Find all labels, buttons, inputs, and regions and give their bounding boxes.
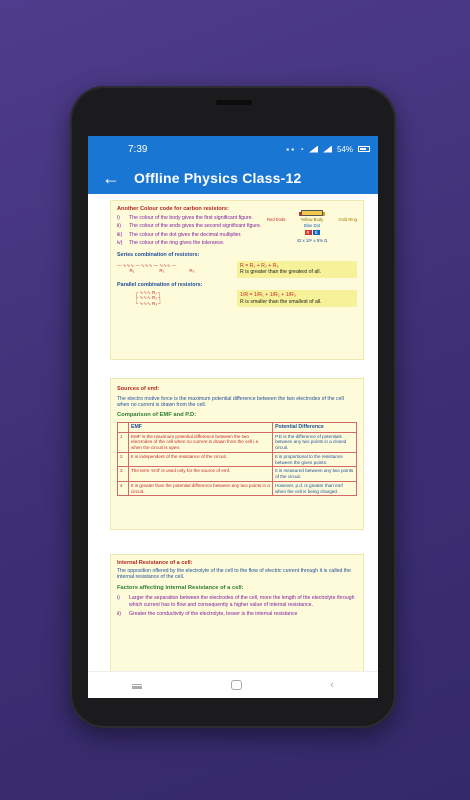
status-bar [88, 136, 378, 162]
speaker-grille [216, 100, 252, 105]
table-row: 1 EMF is the maximum potential difference between the two electrodes of the cell when no current is drawn from the cell i.e. when the circuit is open. P.D is the difference of potentials between any two points in a closed circuit. [118, 432, 357, 452]
screen [88, 136, 378, 698]
page-title: Offline Physics Class-12 [134, 170, 302, 186]
list-item: i) Larger the separation between the electrodes of the cell, more the length of the electrolyte through which current has to flow and consequently a higher value of internal resistance. [117, 595, 355, 608]
colour-code-heading: Another Colour code for carbon resistors: [117, 206, 229, 212]
table-row: 2 It is independent of the resistance of the circuit. It is proportional to the resistance between the given points. [118, 452, 357, 466]
battery-percent: 54% [336, 144, 353, 154]
arrow-left-icon[interactable]: ← [102, 168, 120, 188]
list-item: ii) Greater the conductivity of the electrolyte, lesser is the internal resistance [117, 611, 298, 618]
emf-definition: The electro motive force is the maximum potential difference between the two electrodes of the cell when no current is drawn from the cell. [117, 395, 344, 409]
status-time: 7:39 [128, 143, 148, 155]
table-row: 3 The term 'emf' is used only for the source of emf. It is measured between any two points of the circuit. [118, 467, 357, 481]
home-icon[interactable] [231, 680, 242, 690]
factors-heading: Factors affecting internal Resistance of a cell: [117, 584, 244, 591]
resistor-card [110, 200, 364, 360]
emf-heading: Sources of emf: [117, 386, 160, 392]
list-item: iii) The colour of the dot gives the decimal multiplier. [117, 231, 242, 238]
series-formula-box: R = R₁ + R₂ + R₃ R is greater than the greatest of all. [237, 261, 357, 278]
notification-icon: ▪ ▪ [286, 144, 295, 154]
status-icons [286, 145, 370, 154]
back-chevron-icon[interactable]: ‹ [330, 679, 334, 691]
content-scroll[interactable] [88, 194, 378, 672]
wifi-icon: ◔ [299, 144, 304, 154]
resistor-icon [301, 210, 323, 216]
parallel-diagram: ┌ ∿∿∿ R₁ ┐ ├ ∿∿∿ R₂ ┤ └ ∿∿∿ R₃ ┘ [135, 289, 162, 306]
parallel-heading: Parallel combination of resistors: [117, 281, 203, 288]
comparison-heading: Comparison of EMF and P.D: [117, 411, 197, 418]
list-item: iv) The colour of the ring gives the tolerance. [117, 240, 225, 247]
column-header: EMF [129, 423, 273, 433]
internal-resistance-heading: Internal Resistance of a cell: [117, 560, 193, 566]
comparison-table [117, 422, 357, 496]
table-row: 4 It is greater than the potential difference between any two points in a circuit. However, p.d. is greater than emf when the cell is being charged. [118, 481, 357, 495]
emf-card [110, 378, 364, 530]
column-header: Potential Difference [273, 423, 357, 433]
series-heading: Series combination of resistors: [117, 251, 200, 258]
recent-apps-icon[interactable] [132, 684, 142, 687]
battery-icon [358, 146, 370, 152]
signal-icon-2 [323, 146, 332, 153]
internal-resistance-definition: The opposition offered by the electrolyte of the cell to the flow of electric current through it is called the internal resistance of the cell. [117, 567, 352, 581]
signal-icon [309, 146, 318, 153]
system-nav-bar [88, 671, 378, 698]
list-item: ii) The colour of the ends gives the second significant figure. [117, 223, 262, 230]
internal-resistance-card [110, 554, 364, 672]
series-diagram: — ∿∿∿ — ∿∿∿ — ∿∿∿ — R₁ R₂ R₃ [117, 262, 195, 274]
list-item: i) The colour of the body gives the first significant figure. [117, 214, 253, 221]
phone-frame [70, 86, 396, 728]
parallel-formula-box: 1/R = 1/R₁ + 1/R₂ + 1/R₃ R is smaller than the smallest of all. [237, 290, 357, 307]
app-bar [88, 162, 378, 194]
resistor-diagram: Red Ends Yellow Body Gold Ring Blue Dot R B 42 x 10⁶ ± 5% Ω [267, 206, 357, 247]
